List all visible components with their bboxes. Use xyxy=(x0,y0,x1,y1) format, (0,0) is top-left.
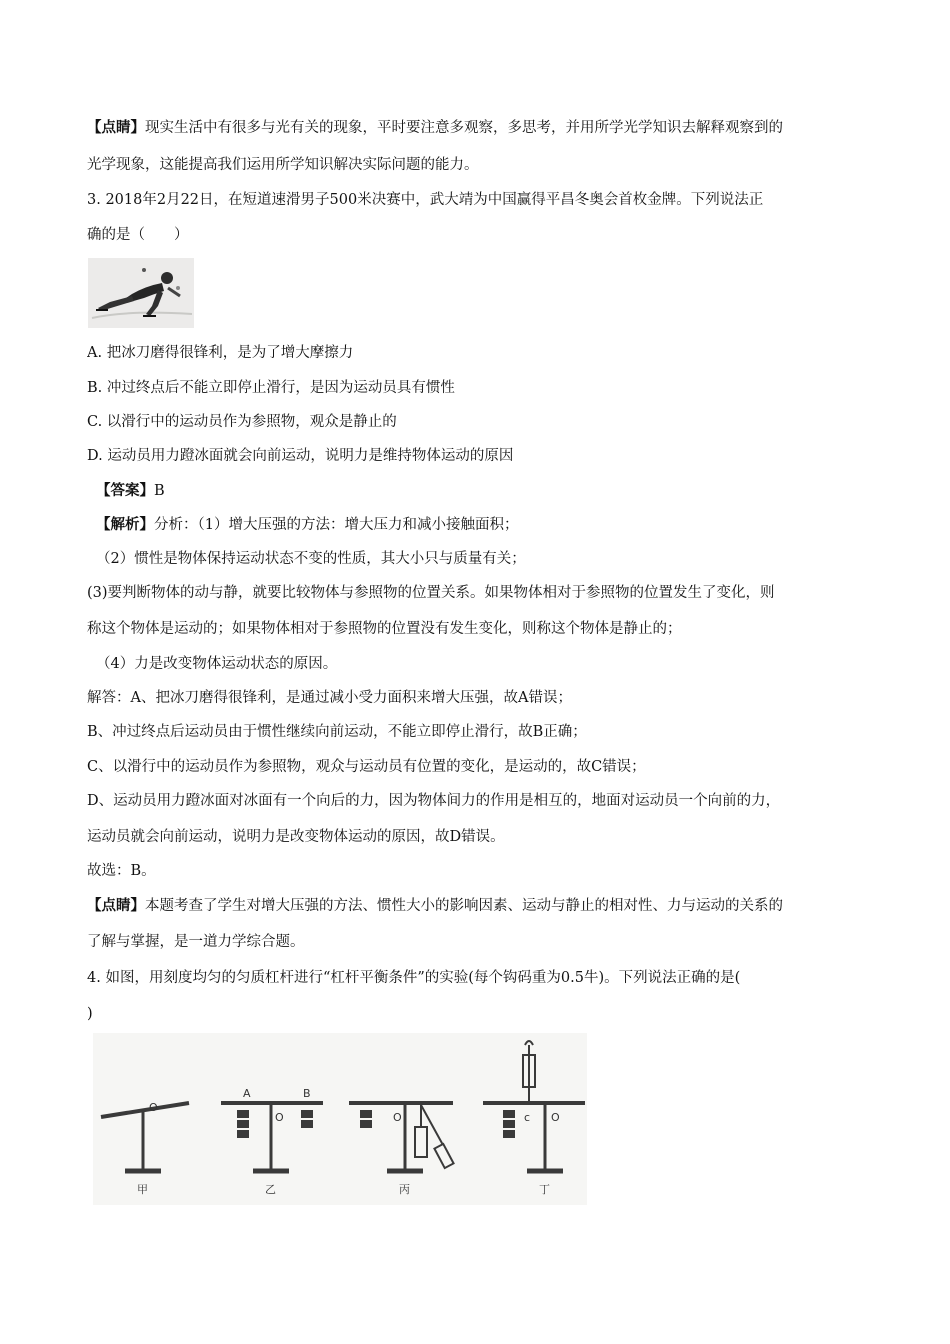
analysis-3: (3)要判断物体的动与静，就要比较物体与参照物的位置关系。如果物体相对于参照物的位置发生了变化，则 xyxy=(87,585,775,601)
option-d: D. 运动员用力蹬冰面就会向前运动，说明力是维持物体运动的原因 xyxy=(87,448,514,464)
caption-yi: 乙 xyxy=(265,1183,276,1196)
lever-figure-ding xyxy=(483,1041,585,1171)
analysis-4: 称这个物体是运动的；如果物体相对于参照物的位置没有发生变化，则称这个物体是静止的； xyxy=(87,621,682,637)
label-c: c xyxy=(524,1111,531,1124)
solution-d-cont: 运动员就会向前运动，说明力是改变物体运动的原因，故D错误。 xyxy=(87,829,505,845)
label-o-bing: O xyxy=(393,1111,402,1124)
option-b: B. 冲过终点后不能立即停止滑行，是因为运动员具有惯性 xyxy=(87,380,455,396)
lever-figure-jia xyxy=(101,1103,189,1171)
speed-skater-photo xyxy=(88,258,194,328)
label-o-ding: O xyxy=(551,1111,560,1124)
caption-bing: 丙 xyxy=(399,1183,410,1196)
tip-line-1: 【点睛】现实生活中有很多与光有关的现象，平时要注意多观察，多思考，并用所学光学知识去解释观察到的 xyxy=(87,119,783,136)
label-o-yi: O xyxy=(275,1111,284,1124)
tip-2-line-1: 【点睛】本题考查了学生对增大压强的方法、惯性大小的影响因素、运动与静止的相对性、力与运动的关系的 xyxy=(87,897,783,914)
option-c: C. 以滑行中的运动员作为参照物，观众是静止的 xyxy=(87,414,397,430)
section-marker: 【点睛】 xyxy=(87,897,145,914)
option-a: A. 把冰刀磨得很锋利，是为了增大摩擦力 xyxy=(87,345,354,361)
question-3-stem: 3. 2018年2月22日，在短道速滑男子500米决赛中，武大靖为中国赢得平昌冬奥会首枚金牌。下列说法正 xyxy=(87,192,764,208)
label-a: A xyxy=(243,1087,251,1100)
speed-skater-illustration xyxy=(88,258,194,328)
tip-2-line-2: 了解与掌握，是一道力学综合题。 xyxy=(87,934,305,950)
analysis-2: （2）惯性是物体保持运动状态不变的性质，其大小只与质量有关； xyxy=(96,551,526,567)
question-3-stem-cont: 确的是（ ） xyxy=(87,227,189,243)
caption-jia: 甲 xyxy=(137,1183,148,1196)
section-marker: 【点睛】 xyxy=(87,119,145,136)
section-marker: 【答案】 xyxy=(96,482,154,499)
solution-c: C、以滑行中的运动员作为参照物，观众与运动员有位置的变化，是运动的，故C错误； xyxy=(87,759,646,775)
caption-ding: 丁 xyxy=(539,1183,550,1196)
lever-figure-yi xyxy=(221,1103,323,1171)
lever-diagrams xyxy=(93,1033,587,1205)
label-o-jia: O xyxy=(149,1101,158,1114)
question-4-stem: 4. 如图，用刻度均匀的匀质杠杆进行“杠杆平衡条件”的实验(每个钩码重为0.5牛)。下列说法正确的是( xyxy=(87,970,741,986)
question-4-stem-cont: ) xyxy=(87,1006,93,1022)
section-marker: 【解析】 xyxy=(96,516,154,533)
solution-a: 解答：A、把冰刀磨得很锋利，是通过减小受力面积来增大压强，故A错误； xyxy=(87,690,572,706)
tip-line-2: 光学现象，这能提高我们运用所学知识解决实际问题的能力。 xyxy=(87,157,479,173)
label-b: B xyxy=(303,1087,311,1100)
lever-experiment-figures xyxy=(93,1033,587,1205)
solution-d: D、运动员用力蹬冰面对冰面有一个向后的力，因为物体间力的作用是相互的，地面对运动员一个向前的力， xyxy=(87,793,781,809)
analysis-5: （4）力是改变物体运动状态的原因。 xyxy=(96,656,338,672)
answer: 【答案】B xyxy=(96,482,165,499)
analysis-1: 【解析】分析：（1）增大压强的方法：增大压力和减小接触面积； xyxy=(96,516,519,533)
solution-b: B、冲过终点后运动员由于惯性继续向前运动，不能立即停止滑行，故B正确； xyxy=(87,724,587,740)
final-choice: 故选：B。 xyxy=(87,863,156,879)
